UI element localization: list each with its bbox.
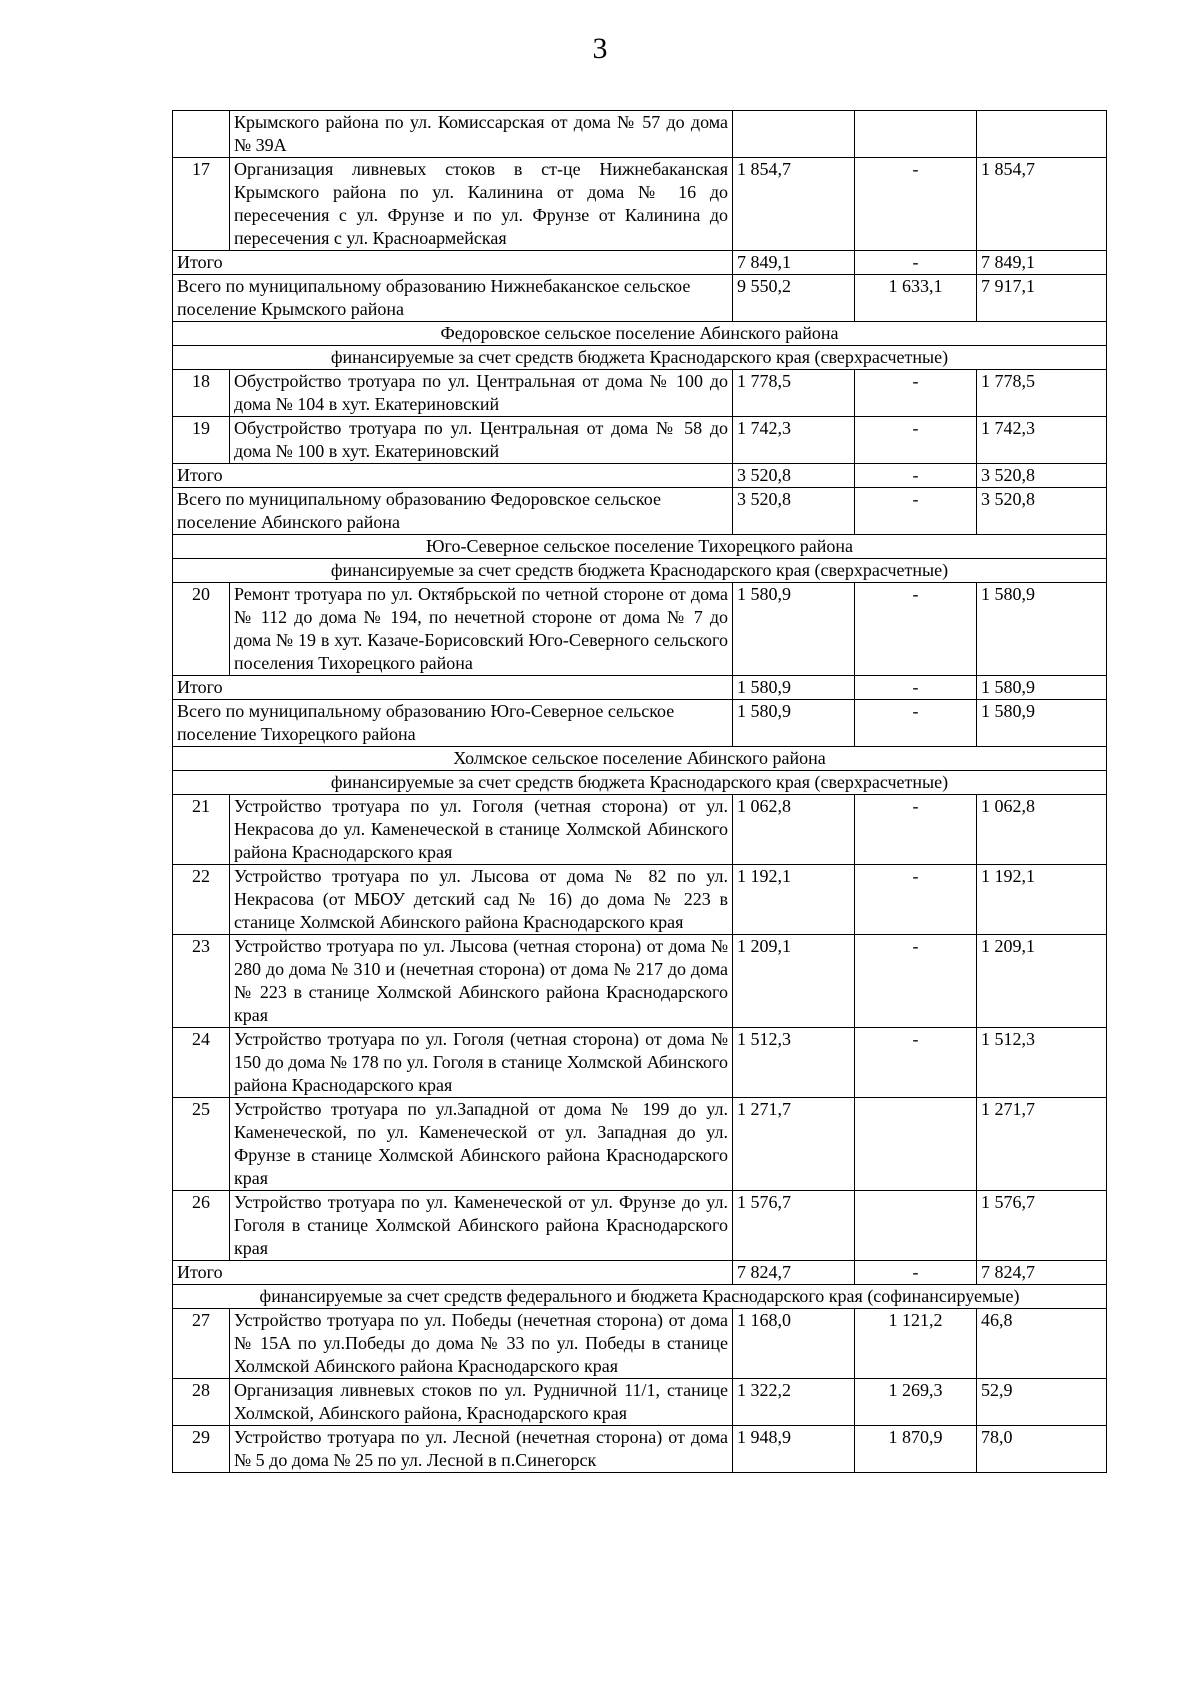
row-number: 18 bbox=[173, 370, 230, 417]
value-federal: 1 633,1 bbox=[855, 275, 977, 322]
value-federal: - bbox=[855, 158, 977, 251]
value-regional: 46,8 bbox=[977, 1309, 1107, 1379]
value-total: 1 948,9 bbox=[733, 1426, 855, 1473]
row-description: Устройство тротуара по ул. Лысова от дома № 82 по ул. Некрасова (от МБОУ детский сад № 16) до дома № 223 в станице Холмской Абинского района Краснодарского края bbox=[230, 865, 733, 935]
section-heading-row bbox=[173, 559, 1107, 583]
table-row bbox=[173, 417, 1107, 464]
section-heading: Федоровское сельское поселение Абинского района bbox=[173, 322, 1107, 346]
row-description: Устройство тротуара по ул. Гоголя (четная сторона) от дома № 150 до дома № 178 по ул. Гоголя в станице Холмской Абинского района Краснодарского края bbox=[230, 1028, 733, 1098]
total-label: Итого bbox=[173, 251, 733, 275]
value-federal: - bbox=[855, 795, 977, 865]
value-total: 1 742,3 bbox=[733, 417, 855, 464]
value-regional: 1 854,7 bbox=[977, 158, 1107, 251]
value-federal: - bbox=[855, 865, 977, 935]
value-federal bbox=[855, 111, 977, 158]
value-federal bbox=[855, 1191, 977, 1261]
value-regional: 1 062,8 bbox=[977, 795, 1107, 865]
value-federal: 1 121,2 bbox=[855, 1309, 977, 1379]
section-heading-row bbox=[173, 771, 1107, 795]
value-total: 1 580,9 bbox=[733, 583, 855, 676]
row-number: 29 bbox=[173, 1426, 230, 1473]
table-row bbox=[173, 158, 1107, 251]
value-federal: 1 870,9 bbox=[855, 1426, 977, 1473]
budget-table bbox=[172, 110, 1107, 1473]
value-regional: 7 849,1 bbox=[977, 251, 1107, 275]
section-heading: финансируемые за счет средств бюджета Краснодарского края (сверхрасчетные) bbox=[173, 771, 1107, 795]
section-heading-row bbox=[173, 747, 1107, 771]
table-row bbox=[173, 1426, 1107, 1473]
value-total: 1 512,3 bbox=[733, 1028, 855, 1098]
value-total: 1 209,1 bbox=[733, 935, 855, 1028]
row-number: 22 bbox=[173, 865, 230, 935]
value-federal: - bbox=[855, 583, 977, 676]
value-total: 7 824,7 bbox=[733, 1261, 855, 1285]
total-label: Всего по муниципальному образованию Федоровское сельское поселение Абинского района bbox=[173, 488, 733, 535]
value-regional: 1 580,9 bbox=[977, 700, 1107, 747]
total-row bbox=[173, 1261, 1107, 1285]
value-federal: - bbox=[855, 1261, 977, 1285]
page-number: 3 bbox=[592, 32, 608, 65]
row-description: Устройство тротуара по ул. Победы (нечетная сторона) от дома № 15А по ул.Победы до дома № 33 по ул. Победы в станице Холмской Абинского района Краснодарского края bbox=[230, 1309, 733, 1379]
value-total: 1 271,7 bbox=[733, 1098, 855, 1191]
section-heading: финансируемые за счет средств федерального и бюджета Краснодарского края (софинансируемые) bbox=[173, 1285, 1107, 1309]
total-label: Итого bbox=[173, 464, 733, 488]
total-row bbox=[173, 700, 1107, 747]
value-regional: 1 209,1 bbox=[977, 935, 1107, 1028]
value-federal: 1 269,3 bbox=[855, 1379, 977, 1426]
value-regional: 1 742,3 bbox=[977, 417, 1107, 464]
value-federal: - bbox=[855, 935, 977, 1028]
value-regional bbox=[977, 111, 1107, 158]
value-total: 3 520,8 bbox=[733, 488, 855, 535]
table-row bbox=[173, 1191, 1107, 1261]
value-regional: 52,9 bbox=[977, 1379, 1107, 1426]
value-regional: 1 778,5 bbox=[977, 370, 1107, 417]
value-regional: 1 580,9 bbox=[977, 676, 1107, 700]
row-number: 20 bbox=[173, 583, 230, 676]
value-regional: 1 576,7 bbox=[977, 1191, 1107, 1261]
row-description: Устройство тротуара по ул. Каменеческой от ул. Фрунзе до ул. Гоголя в станице Холмской Абинского района Краснодарского края bbox=[230, 1191, 733, 1261]
row-number: 21 bbox=[173, 795, 230, 865]
table-row bbox=[173, 795, 1107, 865]
value-total: 1 576,7 bbox=[733, 1191, 855, 1261]
total-row bbox=[173, 676, 1107, 700]
row-description: Устройство тротуара по ул.Западной от дома № 199 до ул. Каменеческой, по ул. Каменеческой от ул. Западная до ул. Фрунзе в станице Холмской Абинского района Краснодарского края bbox=[230, 1098, 733, 1191]
row-description: Ремонт тротуара по ул. Октябрьской по четной стороне от дома № 112 до дома № 194, по нечетной стороне от дома № 7 до дома № 19 в хут. Казаче-Борисовский Юго-Северного сельского поселения Тихорецкого района bbox=[230, 583, 733, 676]
table-row bbox=[173, 583, 1107, 676]
value-federal: - bbox=[855, 700, 977, 747]
value-regional: 1 192,1 bbox=[977, 865, 1107, 935]
section-heading-row bbox=[173, 346, 1107, 370]
value-regional: 3 520,8 bbox=[977, 488, 1107, 535]
section-heading: Холмское сельское поселение Абинского района bbox=[173, 747, 1107, 771]
row-number: 17 bbox=[173, 158, 230, 251]
table-row bbox=[173, 1028, 1107, 1098]
value-federal: - bbox=[855, 251, 977, 275]
value-regional: 7 917,1 bbox=[977, 275, 1107, 322]
table-row bbox=[173, 1098, 1107, 1191]
row-description: Устройство тротуара по ул. Лысова (четная сторона) от дома № 280 до дома № 310 и (нечетная сторона) от дома № 217 до дома № 223 в станице Холмской Абинского района Краснодарского края bbox=[230, 935, 733, 1028]
value-regional: 7 824,7 bbox=[977, 1261, 1107, 1285]
table-row bbox=[173, 865, 1107, 935]
value-total: 9 550,2 bbox=[733, 275, 855, 322]
total-label: Итого bbox=[173, 676, 733, 700]
value-total: 1 580,9 bbox=[733, 700, 855, 747]
total-row bbox=[173, 488, 1107, 535]
row-number bbox=[173, 111, 230, 158]
value-total: 3 520,8 bbox=[733, 464, 855, 488]
table-row bbox=[173, 1379, 1107, 1426]
total-label: Итого bbox=[173, 1261, 733, 1285]
value-total: 1 062,8 bbox=[733, 795, 855, 865]
value-federal: - bbox=[855, 1028, 977, 1098]
total-label: Всего по муниципальному образованию Нижнебаканское сельское поселение Крымского района bbox=[173, 275, 733, 322]
value-total: 1 322,2 bbox=[733, 1379, 855, 1426]
row-description: Обустройство тротуара по ул. Центральная от дома № 58 до дома № 100 в хут. Екатериновский bbox=[230, 417, 733, 464]
value-federal: - bbox=[855, 488, 977, 535]
value-regional: 1 580,9 bbox=[977, 583, 1107, 676]
row-number: 23 bbox=[173, 935, 230, 1028]
row-number: 28 bbox=[173, 1379, 230, 1426]
value-federal: - bbox=[855, 417, 977, 464]
section-heading-row bbox=[173, 535, 1107, 559]
section-heading-row bbox=[173, 322, 1107, 346]
section-heading-row bbox=[173, 1285, 1107, 1309]
total-row bbox=[173, 464, 1107, 488]
row-description: Устройство тротуара по ул. Гоголя (четная сторона) от ул. Некрасова до ул. Каменеческой в станице Холмской Абинского района Краснодарского края bbox=[230, 795, 733, 865]
table-row bbox=[173, 111, 1107, 158]
row-number: 26 bbox=[173, 1191, 230, 1261]
row-description: Обустройство тротуара по ул. Центральная от дома № 100 до дома № 104 в хут. Екатериновский bbox=[230, 370, 733, 417]
value-regional: 3 520,8 bbox=[977, 464, 1107, 488]
value-regional: 1 271,7 bbox=[977, 1098, 1107, 1191]
row-description: Организация ливневых стоков в ст-це Нижнебаканская Крымского района по ул. Калинина от дома № 16 до пересечения с ул. Фрунзе и по ул. Фрунзе от Калинина до пересечения с ул. Красноармейская bbox=[230, 158, 733, 251]
value-regional: 78,0 bbox=[977, 1426, 1107, 1473]
value-total: 1 778,5 bbox=[733, 370, 855, 417]
row-number: 25 bbox=[173, 1098, 230, 1191]
value-federal bbox=[855, 1098, 977, 1191]
section-heading: финансируемые за счет средств бюджета Краснодарского края (сверхрасчетные) bbox=[173, 559, 1107, 583]
section-heading: Юго-Северное сельское поселение Тихорецкого района bbox=[173, 535, 1107, 559]
value-federal: - bbox=[855, 676, 977, 700]
value-federal: - bbox=[855, 464, 977, 488]
table-row bbox=[173, 935, 1107, 1028]
row-number: 27 bbox=[173, 1309, 230, 1379]
value-federal: - bbox=[855, 370, 977, 417]
value-total: 1 580,9 bbox=[733, 676, 855, 700]
row-description: Организация ливневых стоков по ул. Рудничной 11/1, станице Холмской, Абинского района, Краснодарского края bbox=[230, 1379, 733, 1426]
row-description: Устройство тротуара по ул. Лесной (нечетная сторона) от дома № 5 до дома № 25 по ул. Лесной в п.Синегорск bbox=[230, 1426, 733, 1473]
value-total: 7 849,1 bbox=[733, 251, 855, 275]
total-row bbox=[173, 251, 1107, 275]
row-description: Крымского района по ул. Комиссарская от дома № 57 до дома № 39А bbox=[230, 111, 733, 158]
table-row bbox=[173, 1309, 1107, 1379]
value-total: 1 854,7 bbox=[733, 158, 855, 251]
value-regional: 1 512,3 bbox=[977, 1028, 1107, 1098]
value-total: 1 168,0 bbox=[733, 1309, 855, 1379]
row-number: 19 bbox=[173, 417, 230, 464]
total-row bbox=[173, 275, 1107, 322]
section-heading: финансируемые за счет средств бюджета Краснодарского края (сверхрасчетные) bbox=[173, 346, 1107, 370]
row-number: 24 bbox=[173, 1028, 230, 1098]
table-row bbox=[173, 370, 1107, 417]
value-total bbox=[733, 111, 855, 158]
total-label: Всего по муниципальному образованию Юго-Северное сельское поселение Тихорецкого района bbox=[173, 700, 733, 747]
value-total: 1 192,1 bbox=[733, 865, 855, 935]
